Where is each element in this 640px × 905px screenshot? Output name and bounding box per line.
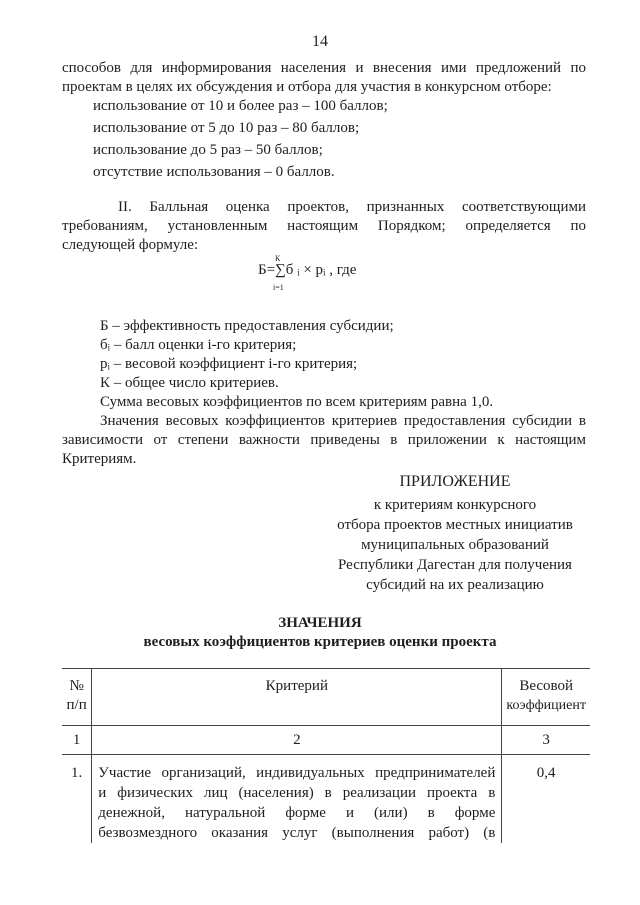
row-criterion-cell — [92, 755, 502, 844]
appendix-heading: ПРИЛОЖЕНИЕ — [399, 473, 511, 490]
criterion-line: Участие организаций, индивидуальных предпринимателей — [98, 765, 496, 781]
column-number: 3 — [502, 726, 590, 755]
criterion-line: безвозмездного оказания услуг (выполнения работ) (в — [98, 825, 496, 841]
appendix-line: субсидий на их реализацию — [366, 577, 544, 593]
weights-table — [62, 668, 590, 843]
formula-sigma-upper: К — [275, 254, 281, 263]
usage-item: отсутствие использования – 0 баллов. — [93, 164, 335, 180]
table-title: ЗНАЧЕНИЯ — [278, 615, 362, 631]
values-line-3: Критериям. — [62, 451, 137, 467]
appendix-line: муниципальных образований — [361, 537, 549, 553]
header-num-symbol: № — [69, 678, 84, 694]
header-weight-line2: коэффициент — [506, 698, 586, 713]
column-number: 1 — [62, 726, 92, 755]
appendix-line: отбора проектов местных инициатив — [337, 517, 573, 533]
values-line-2: зависимости от степени важности приведены в приложении к настоящим — [62, 432, 586, 448]
appendix-line: к критериям конкурсного — [373, 497, 537, 513]
intro-line-2: проектам в целях их обсуждения и отбора для участия в конкурсном отборе: — [62, 79, 552, 95]
table-header-row — [62, 669, 590, 726]
header-weight-line1: Весовой — [519, 678, 574, 694]
formula-main: Б=∑б ᵢ × pᵢ , где — [258, 262, 357, 278]
row-criterion-text — [92, 763, 501, 843]
row-weight: 0,4 — [502, 755, 590, 844]
score-formula — [258, 254, 418, 294]
usage-item: использование до 5 раз – 50 баллов; — [93, 142, 323, 158]
section2-line-3: следующей формуле: — [62, 237, 199, 253]
page-number: 14 — [312, 33, 328, 50]
sum-sentence: Сумма весовых коэффициентов по всем критериям равна 1,0. — [100, 394, 494, 410]
table-column-numbers-row — [62, 726, 590, 755]
table-subtitle: весовых коэффициентов критериев оценки проекта — [143, 634, 497, 650]
header-weight-cell — [502, 669, 590, 726]
criterion-line: и физических лиц (населения) в реализации проекта в — [98, 785, 496, 801]
section2-line-2: требованиям, установленным настоящим Порядком; определяется по — [62, 218, 586, 234]
usage-item: использование от 5 до 10 раз – 80 баллов; — [93, 120, 360, 136]
definition-item: Б – эффективность предоставления субсидии; — [100, 318, 394, 334]
header-num-abbr: п/п — [66, 697, 87, 713]
table-row — [62, 755, 590, 844]
intro-line-1: способов для информирования населения и внесения ими предложений по — [62, 60, 586, 76]
formula-sigma-lower: i=1 — [273, 283, 284, 292]
usage-item: использование от 10 и более раз – 100 баллов; — [93, 98, 388, 114]
row-number: 1. — [62, 755, 92, 844]
section2-line-1: II. Балльная оценка проектов, признанных соответствующими — [118, 199, 586, 215]
values-line-1: Значения весовых коэффициентов критериев предоставления субсидии в — [100, 413, 586, 429]
header-criterion-cell — [92, 669, 502, 726]
column-number: 2 — [92, 726, 502, 755]
criterion-line: денежной, натуральной форме и (или) в форме — [98, 805, 496, 821]
header-criterion: Критерий — [265, 678, 328, 694]
definition-item: К – общее число критериев. — [100, 375, 279, 391]
appendix-line: Республики Дагестан для получения — [338, 557, 572, 573]
header-num-cell — [62, 669, 92, 726]
definition-item: pᵢ – весовой коэффициент i-го критерия; — [100, 356, 358, 372]
definition-item: бᵢ – балл оценки i-го критерия; — [100, 337, 297, 353]
